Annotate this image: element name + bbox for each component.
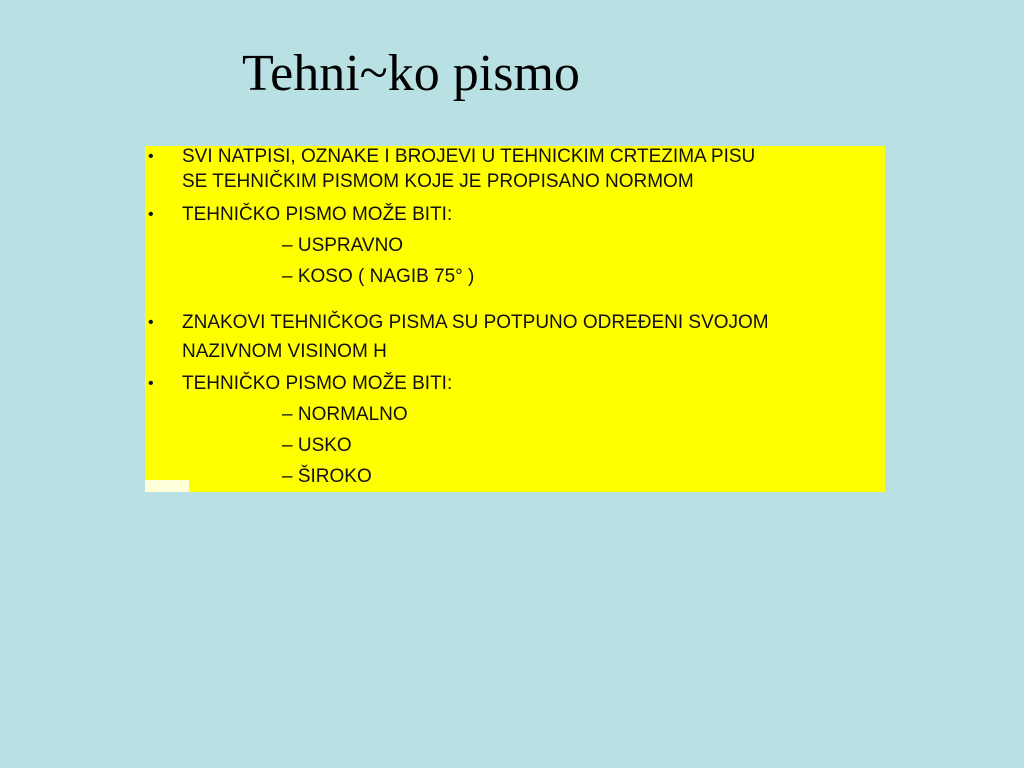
image-artifact [145,480,189,492]
sub-item [282,404,408,426]
sub-item-label: ŠIROKO [297,466,372,487]
sub-item-label: NORMALNO [297,404,408,425]
dash-icon: – [282,235,298,256]
bullet-dot-icon: • [148,375,154,392]
sub-item-label: USKO [297,435,352,456]
dash-icon: – [282,404,298,425]
sub-item [282,235,403,257]
bullet-3-line-2: NAZIVNOM VISINOM H [182,341,387,362]
bullet-2-line-1: TEHNIČKO PISMO MOŽE BITI: [182,204,453,225]
sub-item-label: USPRAVNO [297,235,404,256]
sub-item [282,266,474,288]
dash-icon: – [282,435,298,456]
content-box [145,146,885,492]
dash-icon: – [282,266,298,287]
bullet-dot-icon: • [148,206,154,223]
bullet-1-line-1: SVI NATPISI, OZNAKE I BROJEVI U TEHNICKIM CRTEZIMA PISU [182,146,756,167]
sub-item-label: KOSO ( NAGIB 75° ) [297,266,475,287]
bullet-dot-icon: • [148,314,154,331]
bullet-1-line-2: SE TEHNIČKIM PISMOM KOJE JE PROPISANO NORMOM [182,171,694,192]
bullet-3-line-1: ZNAKOVI TEHNIČKOG PISMA SU POTPUNO ODREĐENI SVOJOM [182,312,769,333]
bullet-4-line-1: TEHNIČKO PISMO MOŽE BITI: [182,373,453,394]
sub-item [282,435,352,457]
bullet-dot-icon: • [148,148,154,165]
dash-icon: – [282,466,298,487]
sub-item [282,466,372,488]
slide-title: Tehni~ko pismo [242,45,580,102]
